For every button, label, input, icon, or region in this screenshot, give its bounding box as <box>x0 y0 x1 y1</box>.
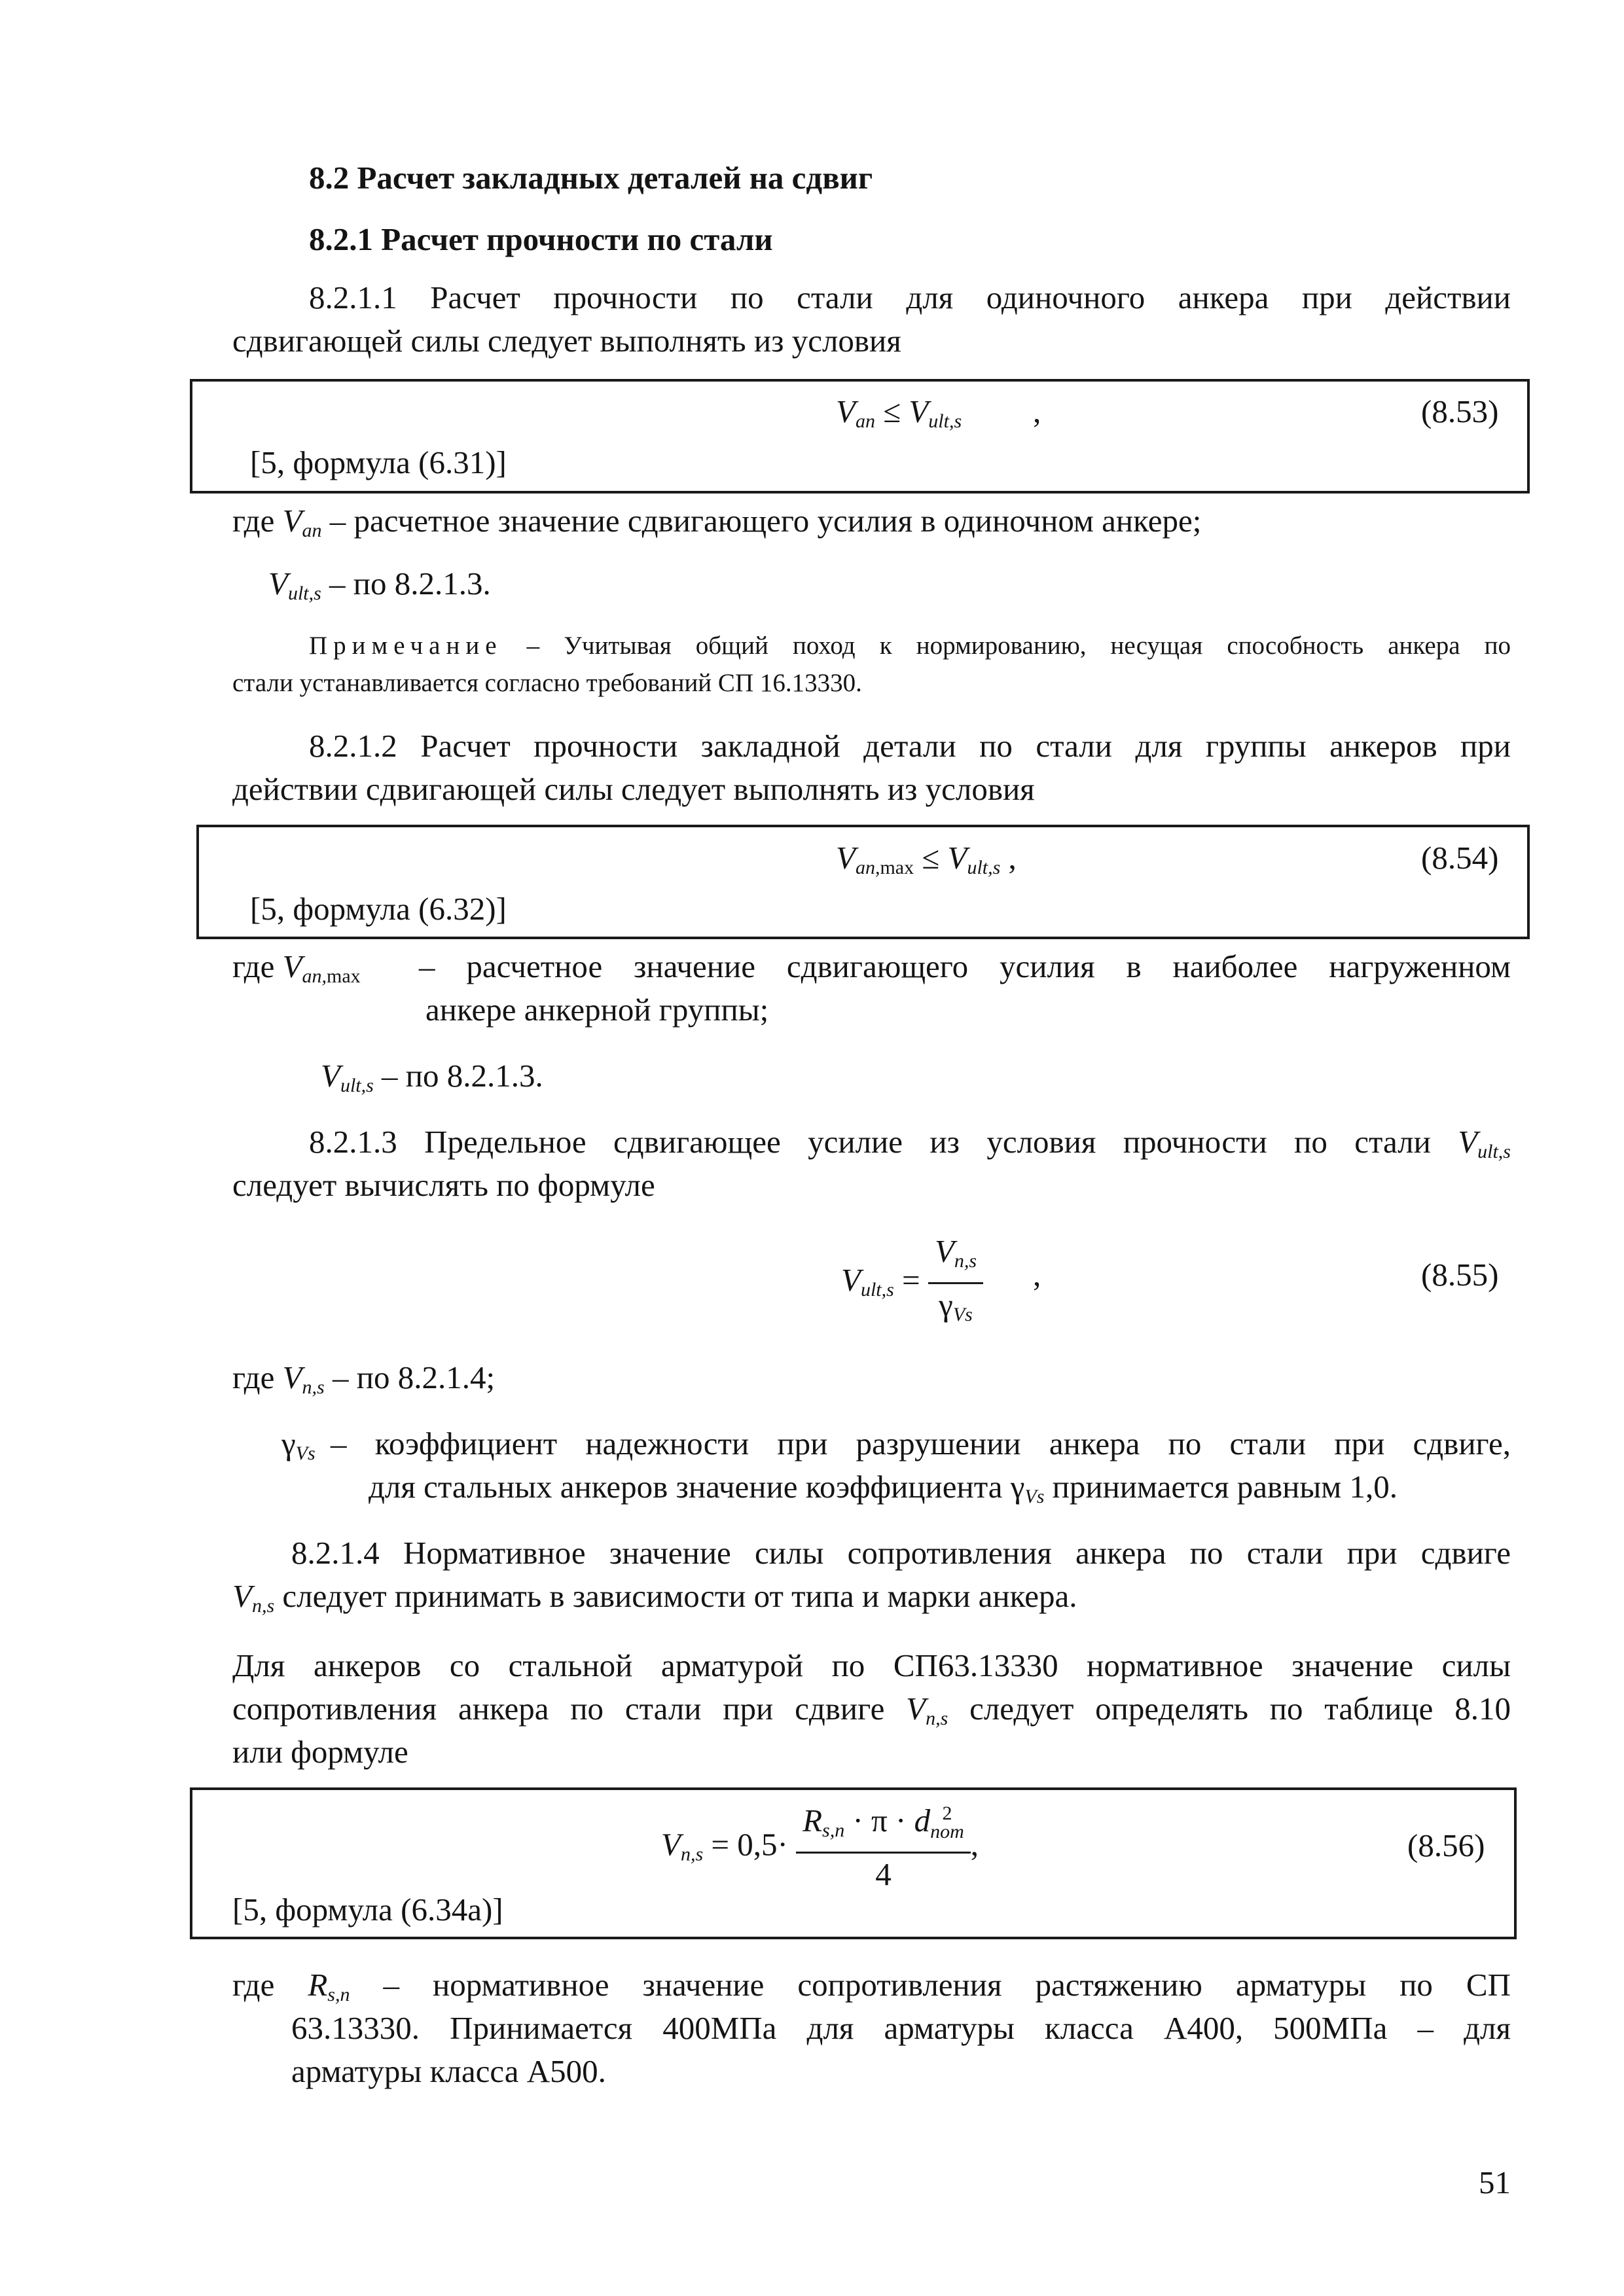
formula-8-55-comma: , <box>1033 1257 1041 1293</box>
page-number: 51 <box>1479 2164 1511 2200</box>
where-vults: $V_{ult,s}$ – по 8.2.1.3. <box>268 565 491 604</box>
paragraph-8-2-1-4-line1: 8.2.1.4 Нормативное значение силы сопротивления анкера по стали при сдвиге <box>291 1535 1511 1571</box>
where-vanmax-desc-line2: анкере анкерной группы; <box>425 992 769 1028</box>
formula-8-53-number: (8.53) <box>1421 393 1499 429</box>
formula-8-54-number: (8.54) <box>1421 840 1499 876</box>
where-gamma-desc-line2: для стальных анкеров значение коэффициента $\gamma_{Vs}$ принимается равным 1,0. <box>369 1469 1398 1507</box>
formula-8-56-reference: [5, формула (6.34а)] <box>232 1892 503 1928</box>
paragraph-8-2-1-3-line2: следует вычислять по формуле <box>232 1167 655 1203</box>
formula-8-55-fraction: $\frac{V_{n,s}}{\gamma_{Vs}}$ <box>928 1230 983 1336</box>
paragraph-8-2-1-2-line2: действии сдвигающей силы следует выполнять из условия <box>232 771 1035 807</box>
formula-8-53-reference: [5, формула (6.31)] <box>250 444 507 480</box>
formula-8-54-reference: [5, формула (6.32)] <box>250 891 507 927</box>
formula-8-56: $V_{n,s} = 0,5\cdot$ $R_{s,n} \cdot \pi \cdot d$ 2 nom 4 , <box>661 1800 979 1895</box>
paragraph-8-2-1-3-line1: 8.2.1.3 Предельное сдвигающее усилие из условия прочности по стали $V_{ult,s}$ <box>309 1124 1511 1162</box>
formula-8-55: $V_{ult,s}$ = $\frac{V_{n,s}}{\gamma_{Vs}}$ <box>841 1230 983 1336</box>
where-gamma-label: $\gamma_{Vs}$ <box>281 1426 316 1464</box>
where-rsn-line1: где $R_{s,n}$ – нормативное значение сопротивления растяжению арматуры по СП <box>232 1967 1511 2005</box>
formula-8-56-number: (8.56) <box>1407 1827 1485 1863</box>
where-vanmax-desc-line1: – расчетное значение сдвигающего усилия в наиболее нагруженном <box>419 948 1511 984</box>
paragraph-8-2-1-2-line1: 8.2.1.2 Расчет прочности закладной детали по стали для группы анкеров при <box>309 728 1511 764</box>
formula-8-53-comma: , <box>1033 393 1041 429</box>
paragraph-rebar-line2: сопротивления анкера по стали при сдвиге $V_{n,s}$ следует определять по таблице 8.10 <box>232 1691 1511 1729</box>
section-heading-8-2-1: 8.2.1 Расчет прочности по стали <box>309 221 773 257</box>
note-line1: Примечание – Учитывая общий поход к нормированию, несущая способность анкера по <box>309 632 1511 660</box>
formula-8-54: $V_{an,}\max \le V_{ult,s}$ , <box>836 840 1017 878</box>
paragraph-8-2-1-4-line2: $V_{n,s}$ следует принимать в зависимости от типа и марки анкера. <box>232 1578 1077 1617</box>
paragraph-8-2-1-1-line2: сдвигающей силы следует выполнять из условия <box>232 323 901 359</box>
where-gamma-desc-line1: – коэффициент надежности при разрушении анкера по стали при сдвиге, <box>331 1426 1511 1462</box>
formula-8-53: $V_{an} \le V_{ult,s}$ <box>836 393 962 432</box>
note-line2: стали устанавливается согласно требований СП 16.13330. <box>232 669 862 697</box>
where-vns: где $V_{n,s}$ – по 8.2.1.4; <box>232 1359 496 1398</box>
where-vults-2: $V_{ult,s}$ – по 8.2.1.3. <box>321 1058 543 1096</box>
formula-8-56-fraction: $R_{s,n} \cdot \pi \cdot d$ 2 nom 4 <box>796 1800 971 1895</box>
formula-8-55-number: (8.55) <box>1421 1257 1499 1293</box>
paragraph-rebar-line1: Для анкеров со стальной арматурой по СП63.13330 нормативное значение силы <box>232 1647 1511 1683</box>
section-heading-8-2: 8.2 Расчет закладных деталей на сдвиг <box>309 160 873 196</box>
paragraph-8-2-1-1-line1: 8.2.1.1 Расчет прочности по стали для одиночного анкера при действии <box>309 279 1511 315</box>
paragraph-rebar-line3: или формуле <box>232 1734 408 1770</box>
where-rsn-line3: арматуры класса А500. <box>291 2053 606 2089</box>
where-vanmax-label: где $V_{an,}\max$ <box>232 948 361 987</box>
where-rsn-line2: 63.13330. Принимается 400МПа для арматуры класса А400, 500МПа – для <box>291 2010 1511 2046</box>
where-van: где $V_{an}$ – расчетное значение сдвигающего усилия в одиночном анкере; <box>232 503 1202 541</box>
